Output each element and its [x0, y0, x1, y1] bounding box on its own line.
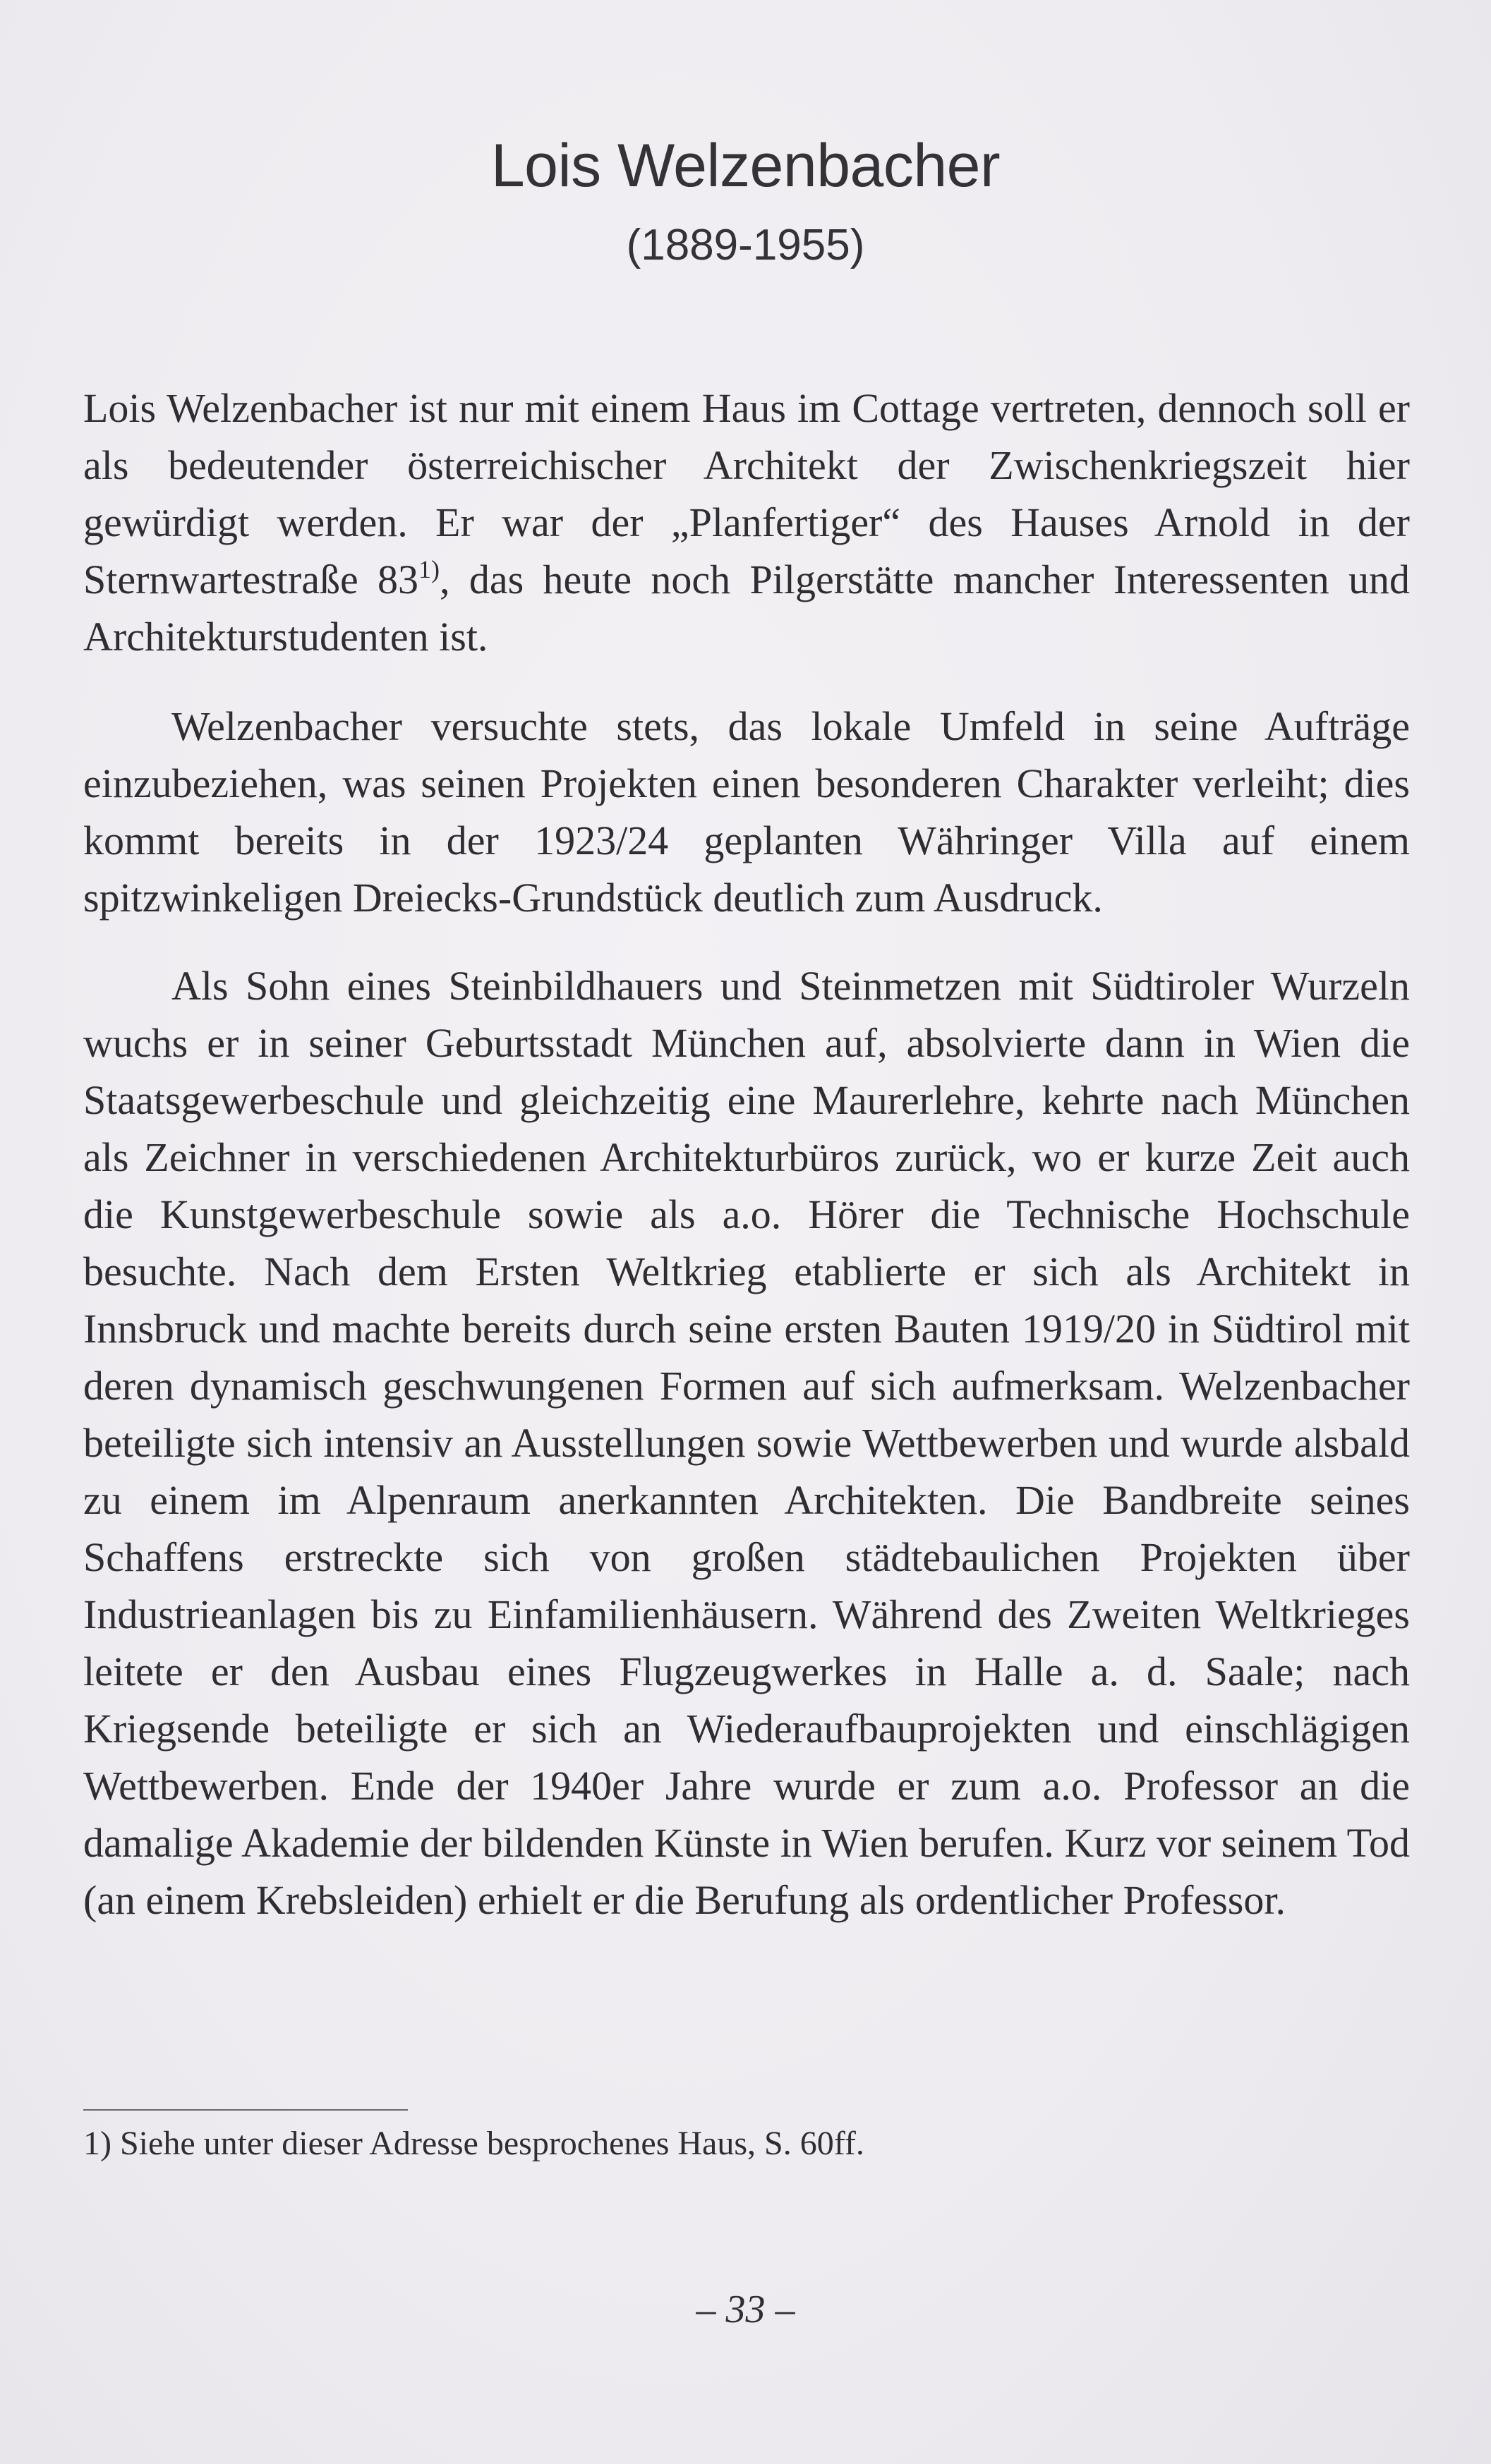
page-title: Lois Welzenbacher: [490, 132, 1001, 200]
footnote-reference: 1): [418, 555, 440, 583]
footnote-divider: [83, 2109, 408, 2111]
paragraph-intro-text-a: Lois Welzenbacher ist nur mit einem Haus im Cottage vertreten, dennoch soll er als bedeutender österreichischer Architekt der Zwischenkriegszeit hier gewürdigt werden. Er war der „Planfertiger“ des Hauses Arnold in der Sternwartestraße 83: [83, 385, 1410, 602]
paragraph-intro-text-b: , das heute noch Pilgerstätte mancher Interessenten und Architekturstudenten ist.: [83, 557, 1411, 660]
page-number: – 33 –: [696, 2288, 795, 2331]
paragraph-context: Welzenbacher versuchte stets, das lokale Umfeld in seine Aufträge einzubeziehen, was seinen Projekten einen besonderen Charakter verleiht; dies kommt bereits in der 1923/24 geplanten Währinger Villa auf einem spitzwinkeligen Dreiecks-Grundstück deutlich zum Ausdruck.: [83, 703, 1410, 921]
paragraph-biography: Als Sohn eines Steinbildhauers und Steinmetzen mit Südtiroler Wurzeln wuchs er in seiner Geburtsstadt München auf, absolvierte dann in Wien die Staatsgewerbeschule und gleichzeitig eine Maurerlehre, kehrte nach München als Zeichner in verschiedenen Architekturbüros zurück, wo er kurze Zeit auch die Kunstgewerbeschule sowie als a.o. Hörer die Technische Hochschule besuchte. Nach dem Ersten Weltkrieg etablierte er sich als Architekt in Innsbruck und machte bereits durch seine ersten Bauten 1919/20 in Südtirol mit deren dynamisch geschwungenen Formen auf sich aufmerksam. Welzenbacher beteiligte sich intensiv an Ausstellungen sowie Wettbewerben und wurde alsbald zu einem im Alpenraum anerkannten Architekten. Die Bandbreite seines Schaffens erstreckte sich von großen städtebaulichen Projekten über Industrieanlagen bis zu Einfamilienhäusern. Während des Zweiten Weltkrieges leitete er den Ausbau eines Flugzeugwerkes in Halle a. d. Saale; nach Kriegsende beteiligte er sich an Wiederaufbauprojekten und einschlägigen Wettbewerben. Ende der 1940er Jahre wurde er zum a.o. Professor an die damalige Akademie der bildenden Künste in Wien berufen. Kurz vor seinem Tod (an einem Krebsleiden) erhielt er die Berufung als ordentlicher Professor.: [83, 963, 1410, 1923]
footnote: 1) Siehe unter dieser Adresse besprochenes Haus, S. 60ff.: [83, 2125, 864, 2162]
paragraph-intro: [83, 380, 1410, 665]
life-dates-subtitle: (1889-1955): [626, 221, 865, 269]
